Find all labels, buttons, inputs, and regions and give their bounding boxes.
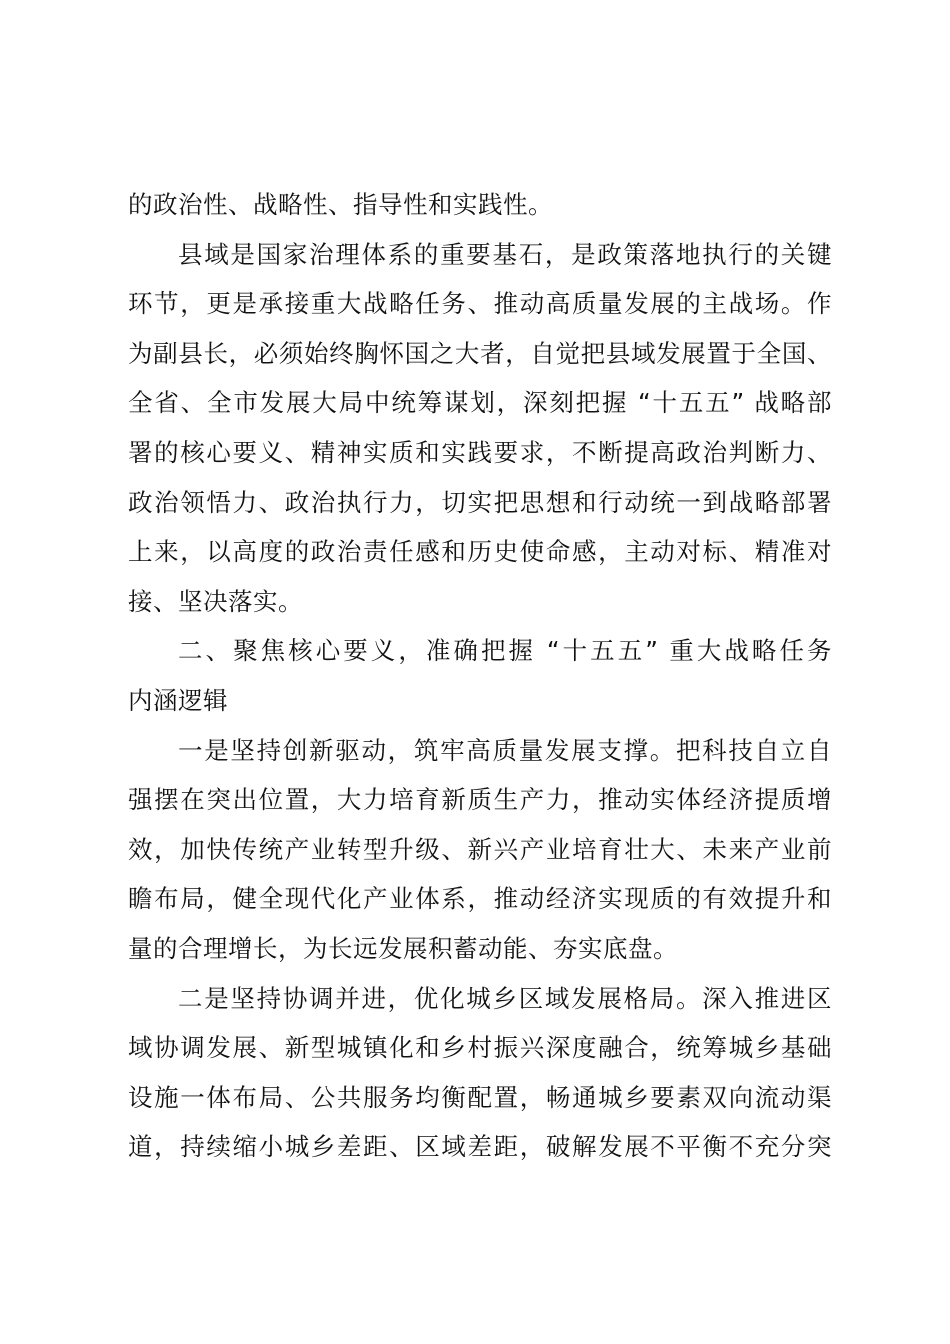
section-heading-continuation: 内涵逻辑: [128, 685, 228, 715]
text-line: 道，持续缩小城乡差距、区域差距，破解发展不平衡不充分突: [128, 1132, 832, 1162]
text-line: 效，加快传统产业转型升级、新兴产业培育壮大、未来产业前: [128, 834, 832, 864]
text-line: 接、坚决落实。: [128, 586, 303, 616]
text-line: 署的核心要义、精神实质和实践要求，不断提高政治判断力、: [128, 437, 832, 467]
text-line: 环节，更是承接重大战略任务、推动高质量发展的主战场。作: [128, 289, 832, 319]
text-line: 政治领悟力、政治执行力，切实把思想和行动统一到战略部署: [128, 487, 832, 517]
text-line: 上来，以高度的政治责任感和历史使命感，主动对标、精准对: [128, 537, 832, 567]
section-heading: 二、聚焦核心要义，准确把握 “十五五” 重大战略任务: [178, 636, 832, 666]
text-line: 强摆在突出位置，大力培育新质生产力，推动实体经济提质增: [128, 785, 832, 815]
text-line: 设施一体布局、公共服务均衡配置，畅通城乡要素双向流动渠: [128, 1082, 832, 1112]
paragraph-start-line: 一是坚持创新驱动，筑牢高质量发展支撑。把科技自立自: [178, 735, 832, 765]
text-line: 为副县长，必须始终胸怀国之大者，自觉把县域发展置于全国、: [128, 338, 832, 368]
document-body: [128, 180, 832, 1172]
text-line: 的政治性、战略性、指导性和实践性。: [128, 190, 553, 219]
paragraph-start-line: 二是坚持协调并进，优化城乡区域发展格局。深入推进区: [178, 983, 832, 1013]
text-line: 全省、全市发展大局中统筹谋划，深刻把握 “十五五” 战略部: [128, 388, 832, 418]
text-line: 域协调发展、新型城镇化和乡村振兴深度融合，统筹城乡基础: [128, 1033, 832, 1063]
paragraph-start-line: 县域是国家治理体系的重要基石，是政策落地执行的关键: [178, 239, 832, 269]
text-line: 瞻布局，健全现代化产业体系，推动经济实现质的有效提升和: [128, 884, 832, 914]
text-line: 量的合理增长，为长远发展积蓄动能、夯实底盘。: [128, 933, 678, 963]
